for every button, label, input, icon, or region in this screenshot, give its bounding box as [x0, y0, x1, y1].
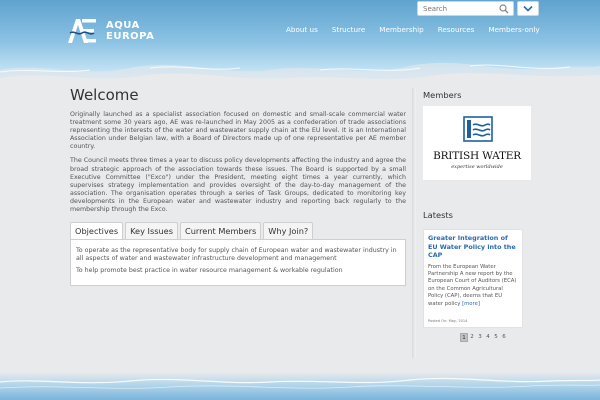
sidebar-divider	[412, 88, 416, 358]
page-button-3[interactable]: 3	[478, 334, 482, 340]
members-heading: Members	[423, 90, 462, 100]
news-body-text: From the European Water Partnership A new report by the European Court of Auditors (ECA) on the Common Agricultural Policy (CAP), deems that EU water policy	[428, 263, 517, 307]
tab-why-join[interactable]: Why Join?	[263, 222, 313, 239]
objective-item: To operate as the representative body for supply chain of European water and wastewater industry in all aspects of water and wastewater infrastructure development and management	[76, 247, 397, 263]
footer-wave-decoration	[0, 372, 600, 400]
page-title: Welcome	[70, 86, 139, 104]
ae-logo-mark-icon	[66, 17, 98, 45]
news-more-link[interactable]: [more]	[462, 300, 480, 307]
logo-wordmark	[106, 20, 154, 42]
nav-members-only[interactable]: Members-only	[488, 25, 540, 34]
header-water-banner	[0, 0, 600, 92]
objective-item: To help promote best practice in water resource management & workable regulation	[76, 267, 343, 275]
search-input[interactable]	[418, 2, 498, 15]
main-content	[70, 86, 406, 286]
news-item	[423, 229, 523, 328]
news-date: Posted On: May, 2014	[428, 319, 468, 323]
council-paragraph: The Council meets three times a year to discuss policy developments affecting the industry and agree the broad strategic approach of the association towards these issues. The Board is supported by a small Executive Committee ("Exco") under the President, meeting eight times a year currently, which supervises strategy implementation and provides oversight of the day-to-day management of the association. The organisation operates through a series of Task Groups, dedicated to monitoring key developments in the European water and wastewater industry and reporting back regularly to the membership through the Exco.	[70, 157, 406, 214]
dropdown-toggle-button[interactable]	[517, 1, 539, 16]
tab-panel-objectives	[70, 239, 406, 286]
news-pagination	[460, 333, 508, 342]
british-water-logo-icon	[463, 116, 493, 142]
latests-heading: Latests	[423, 210, 453, 220]
nav-about-us[interactable]: About us	[286, 25, 318, 34]
chevron-down-icon	[523, 5, 533, 12]
tab-objectives[interactable]: Objectives	[70, 222, 123, 239]
intro-paragraph: Originally launched as a specialist association focused on domestic and small-scale commercial water treatment some 30 years ago, AE was re-launched in May 2005 as a confederation of trade associations representing the interests of the water and wastewater supply chain at the EU level. It is an International Association under Belgian law, with a Board of Directors made up of one representative per AE member country.	[70, 111, 406, 151]
page-button-4[interactable]: 4	[486, 334, 490, 340]
news-summary	[428, 264, 518, 308]
tab-key-issues[interactable]: Key Issues	[125, 222, 178, 239]
page-button-1[interactable]: 1	[460, 333, 468, 342]
page-button-6[interactable]: 6	[502, 334, 506, 340]
logo-line-2: EUROPA	[106, 31, 155, 42]
partner-tagline: expertise worldwide	[451, 164, 503, 170]
logo-line-1: AQUA	[106, 20, 140, 31]
footer-water-banner	[0, 372, 600, 400]
aqua-europa-logo[interactable]	[66, 14, 166, 48]
search-box	[417, 1, 514, 16]
member-logo-british-water[interactable]	[423, 106, 531, 180]
info-tabs	[70, 222, 406, 239]
nav-resources[interactable]: Resources	[437, 25, 475, 34]
news-title-link[interactable]: Greater Integration of EU Water Policy into the CAP	[428, 234, 516, 259]
search-icon[interactable]	[498, 3, 510, 15]
page-button-5[interactable]: 5	[494, 334, 498, 340]
main-nav	[286, 25, 554, 37]
nav-membership[interactable]: Membership	[379, 25, 424, 34]
nav-structure[interactable]: Structure	[331, 25, 366, 34]
tab-current-members[interactable]: Current Members	[180, 222, 261, 239]
partner-name: BRITISH WATER	[433, 150, 521, 162]
page-button-2[interactable]: 2	[470, 334, 474, 340]
